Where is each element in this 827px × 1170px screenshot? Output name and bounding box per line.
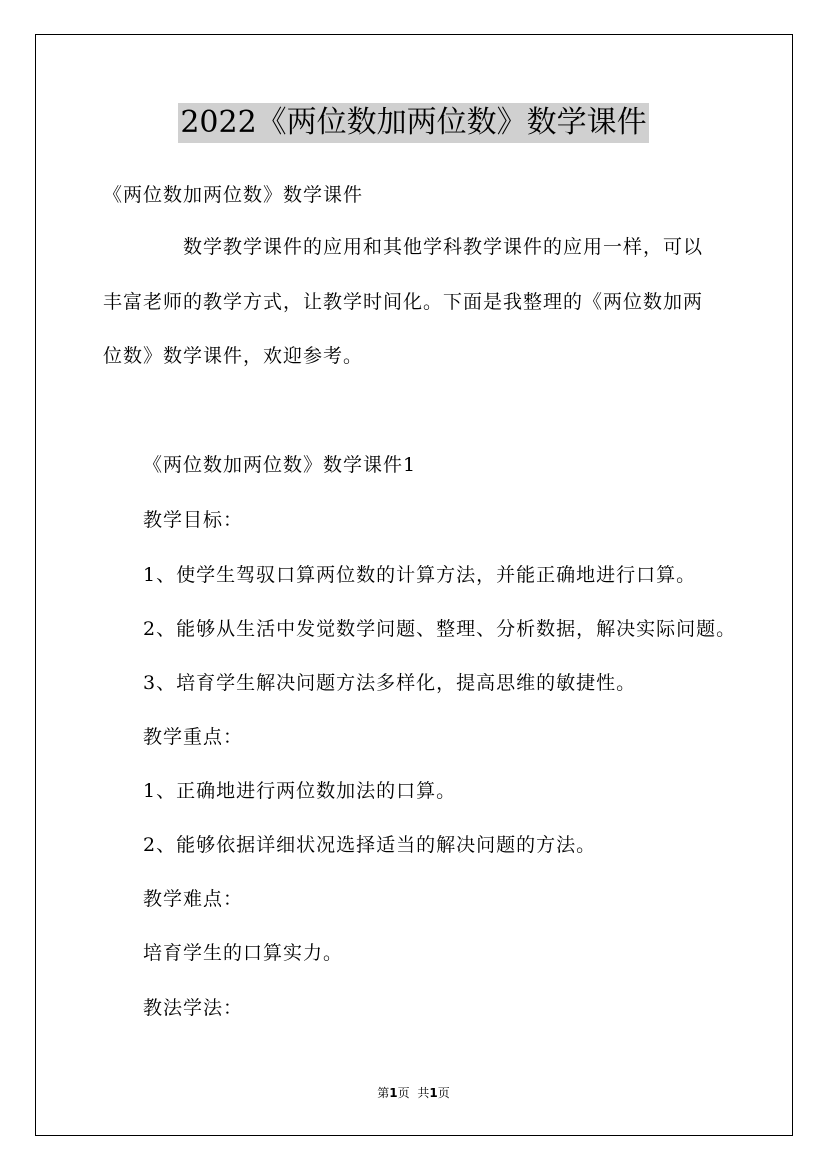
objective-item: 3、培育学生解决问题方法多样化，提高思维的敏捷性。 <box>143 672 637 694</box>
footer-total-label: 页 <box>437 1086 450 1100</box>
page-footer <box>0 1085 827 1101</box>
intro-line-3: 位数》数学课件，欢迎参考。 <box>103 345 364 367</box>
document-subtitle: 《两位数加两位数》数学课件 <box>103 184 364 206</box>
difficulty-text: 培育学生的口算实力。 <box>143 942 344 964</box>
footer-prefix: 第 <box>377 1086 390 1100</box>
intro-line-1: 数学教学课件的应用和其他学科教学课件的应用一样，可以 <box>183 236 704 258</box>
objective-item: 1、使学生驾驭口算两位数的计算方法，并能正确地进行口算。 <box>143 564 697 586</box>
footer-page-label: 页 <box>397 1086 410 1100</box>
footer-page-number: 1 <box>389 1086 398 1100</box>
key-points-heading: 教学重点： <box>143 726 244 748</box>
methods-heading: 教法学法： <box>143 997 244 1019</box>
objective-item: 2、能够从生活中发觉数学问题、整理、分析数据，解决实际问题。 <box>143 618 737 640</box>
footer-total-pages: 1 <box>429 1086 438 1100</box>
intro-line-2: 丰富老师的教学方式，让教学时间化。下面是我整理的《两位数加两 <box>103 291 704 313</box>
footer-total-prefix: 共 <box>417 1086 430 1100</box>
objectives-heading: 教学目标： <box>143 509 244 531</box>
section-heading: 《两位数加两位数》数学课件1 <box>143 454 417 476</box>
difficulty-heading: 教学难点： <box>143 888 244 910</box>
document-title: 2022《两位数加两位数》数学课件 <box>178 103 648 143</box>
document-title-container <box>0 103 827 143</box>
key-point-item: 2、能够依据详细状况选择适当的解决问题的方法。 <box>143 834 597 856</box>
key-point-item: 1、正确地进行两位数加法的口算。 <box>143 780 457 802</box>
